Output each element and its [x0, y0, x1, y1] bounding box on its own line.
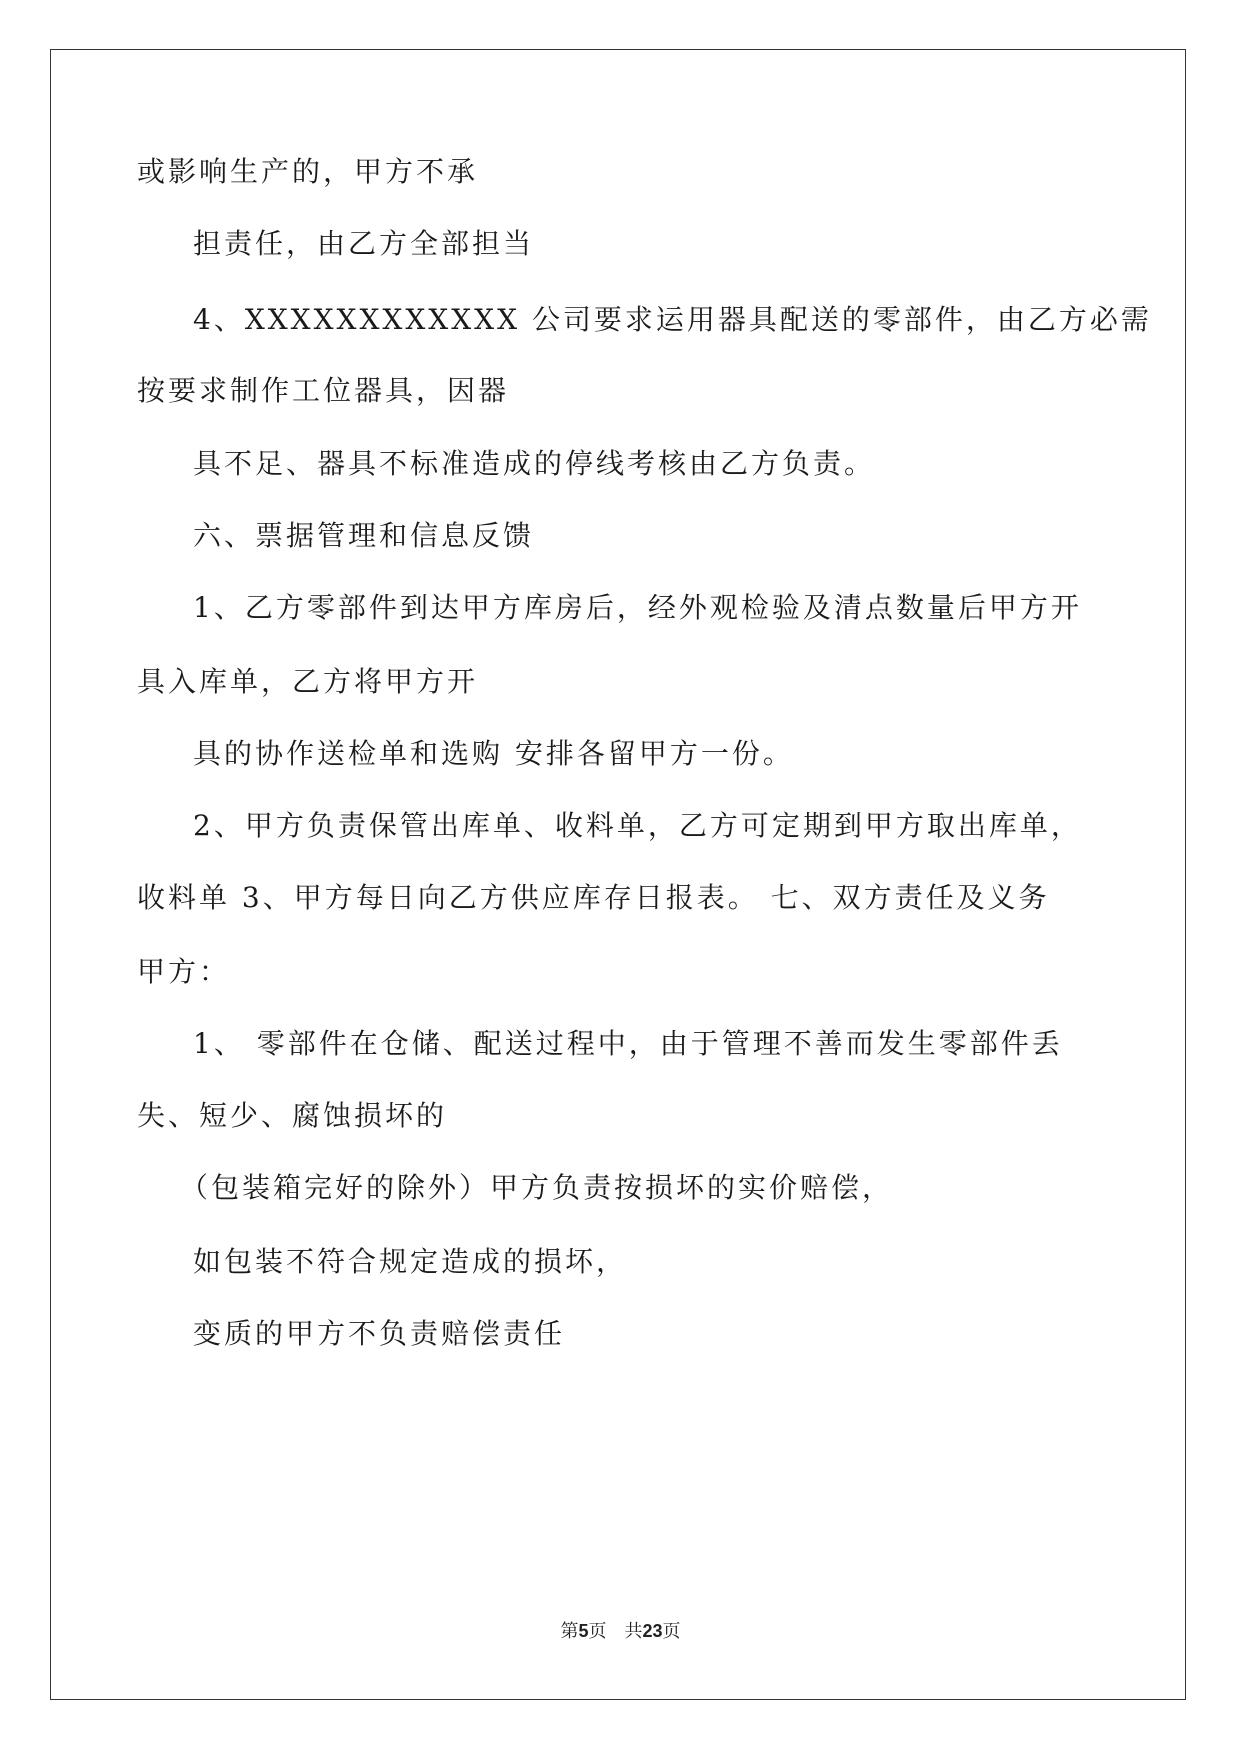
text-line: 具入库单，乙方将甲方开 — [137, 665, 479, 698]
text-line: 按要求制作工位器具，因器 — [137, 374, 510, 407]
text-line: 收料单 3、甲方每日向乙方供应库存日报表。 七、双方责任及义务 — [137, 881, 1050, 914]
text-line: 失、短少、腐蚀损坏的 — [137, 1099, 448, 1132]
text-line: 具不足、器具不标准造成的停线考核由乙方负责。 — [193, 447, 876, 480]
page-footer — [0, 1620, 1241, 1642]
section-heading: 六、票据管理和信息反馈 — [193, 519, 535, 552]
total-prefix: 共 — [624, 1621, 643, 1641]
total-pages-number: 23 — [642, 1621, 663, 1641]
text-line: 1、 零部件在仓储、配送过程中，由于管理不善而发生零部件丢 — [193, 1027, 1063, 1060]
page-border — [50, 49, 1186, 1700]
text-line: 或影响生产的，甲方不承 — [137, 155, 479, 188]
total-suffix: 页 — [662, 1621, 681, 1641]
text-line: 担责任，由乙方全部担当 — [193, 227, 535, 260]
text-line: 如包装不符合规定造成的损坏， — [193, 1245, 628, 1278]
current-page-number: 5 — [578, 1621, 589, 1641]
text-line: （包装箱完好的除外）甲方负责按损坏的实价赔偿， — [180, 1171, 894, 1204]
text-line: 1、乙方零部件到达甲方库房后，经外观检验及清点数量后甲方开 — [193, 591, 1082, 624]
text-line: 4、XXXXXXXXXXXX 公司要求运用器具配送的零部件，由乙方必需 — [193, 303, 1152, 336]
text-line: 变质的甲方不负责赔偿责任 — [193, 1317, 566, 1350]
text-line: 甲方： — [137, 955, 231, 988]
text-line: 2、甲方负责保管出库单、收料单，乙方可定期到甲方取出库单， — [193, 809, 1082, 842]
page-prefix: 第 — [560, 1621, 579, 1641]
page-suffix: 页 — [588, 1621, 607, 1641]
text-line: 具的协作送检单和选购 安排各留甲方一份。 — [193, 737, 794, 770]
